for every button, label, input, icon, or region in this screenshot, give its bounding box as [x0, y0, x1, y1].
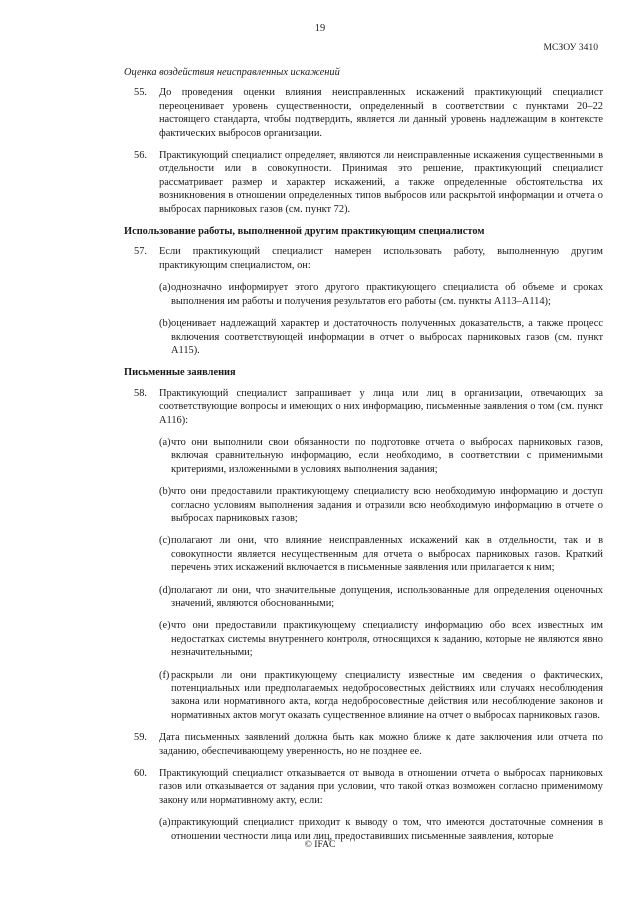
section-heading-using-work: Использование работы, выполненной другим практикующим специалистом: [124, 226, 485, 238]
subparagraph-57b: [121, 317, 603, 357]
subparagraph-text: практикующий специалист приходит к выводу о том, что имеются достаточные сомнения в отношении честности лица или лиц, предоставивших письменные заявления, которые: [171, 817, 603, 842]
paragraph-57: [121, 245, 603, 272]
paragraph-number: 59.: [134, 732, 147, 744]
paragraph-number: 56.: [134, 150, 147, 162]
subparagraph-label: (c): [159, 535, 171, 547]
subparagraph-label: (f): [159, 669, 170, 681]
paragraph-60: [121, 767, 603, 807]
document-code: МСЗОУ 3410: [543, 42, 598, 53]
subparagraph-text: раскрыли ли они практикующему специалисту известные им сведения о фактических, потенциальных или предполагаемых недобросовестных действиях или случаях несоблюдения закона или нормативного акта, когда недобросовестные действия или несоблюдение законов и нормативных актов могут оказать существенное влияние на отчет о выбросах парниковых газов.: [171, 669, 603, 721]
subparagraph-text: полагают ли они, что влияние неисправленных искажений как в отдельности, так и в совокупности является несущественным для отчета о выбросах парниковых газов. Краткий перечень этих искажений включается в письменные заявления или прилагается к ним;: [171, 535, 603, 574]
paragraph-text: Практикующий специалист запрашивает у лица или лиц в организации, отвечающих за соответствующие вопросы и имеющих о них информацию, письменные заявления о том (см. пункт А116):: [159, 387, 603, 426]
paragraph-text: Если практикующий специалист намерен использовать работу, выполненную другим практикующим специалистом, он:: [159, 246, 603, 271]
subparagraph-text: полагают ли они, что значительные допущения, использованные для определения оценочных значений, являются обоснованными;: [171, 584, 603, 609]
paragraph-56: [121, 149, 603, 216]
paragraph-55: [121, 86, 603, 140]
subparagraph-label: (b): [159, 318, 172, 330]
subparagraph-58e: [121, 619, 603, 659]
subparagraph-label: (e): [159, 620, 171, 632]
subparagraph-text: оценивает надлежащий характер и достаточность полученных доказательств, а также процесс включения соответствующей информации в отчет о выбросах парниковых газов (см. пункт А115).: [171, 318, 603, 356]
paragraph-number: 57.: [134, 246, 147, 258]
subparagraph-label: (d): [159, 584, 172, 596]
paragraph-number: 60.: [134, 768, 147, 780]
subparagraph-text: что они предоставили практикующему специалисту всю необходимую информацию и доступ согласно условиям выполнения задания и отразили всю необходимую информацию в отчете о выбросах парниковых газов;: [171, 486, 603, 524]
paragraph-58: [121, 387, 603, 427]
subparagraph-58d: [121, 584, 603, 611]
paragraph-text: Практикующий специалист определяет, являются ли неисправленные искажения существенными в отдельности или в совокупности. Принимая это решение, практикующий специалист рассматривает размер и характер искажений, а также определенные обстоятельства их возникновения в отношении определенных типов выбросов или раскрытой информации и отчета о выбросах парниковых газов (см. пункт 72).: [159, 150, 603, 215]
paragraph-text: Дата письменных заявлений должна быть как можно ближе к дате заключения или отчета по заданию, обеспечивающему уверенность, но не позднее ее.: [159, 732, 603, 757]
section-heading-written-representations: Письменные заявления: [124, 367, 236, 379]
copyright-footer: © IFAC: [304, 839, 336, 850]
subparagraph-label: (a): [159, 817, 171, 829]
paragraph-text: До проведения оценки влияния неисправленных искажений практикующий специалист переоценивает уровень существенности, определенный в соответствии с пунктами 20–22 настоящего стандарта, чтобы подтвердить, является ли данный уровень надлежащим в контексте фактических выбросов организации.: [159, 87, 603, 139]
subparagraph-58b: [121, 485, 603, 525]
subparagraph-label: (a): [159, 436, 171, 448]
document-body: [121, 66, 603, 852]
paragraph-59: [121, 731, 603, 758]
subparagraph-text: что они предоставили практикующему специалисту информацию обо всех известных им недостатках системы внутреннего контроля, относящихся к заданию, которые не являются явно незначительными;: [171, 620, 603, 659]
subparagraph-57a: [121, 281, 603, 308]
subparagraph-text: однозначно информирует этого другого практикующего специалиста об объеме и сроках выполнения им работы и получения результатов его работы (см. пункты А113–А114);: [171, 282, 603, 307]
paragraph-number: 55.: [134, 87, 147, 99]
subparagraph-58f: [121, 669, 603, 723]
subparagraph-label: (a): [159, 282, 171, 294]
section-heading-evaluation: Оценка воздействия неисправленных искажений: [124, 67, 340, 78]
subparagraph-58c: [121, 534, 603, 574]
paragraph-number: 58.: [134, 387, 147, 399]
subparagraph-label: (b): [159, 486, 172, 498]
subparagraph-text: что они выполнили свои обязанности по подготовке отчета о выбросах парниковых газов, включая сравнительную информацию, если необходимо, в соответствии с применимыми критериями, изложенными в условиях выполнения задания;: [171, 436, 603, 475]
page-number: 19: [314, 23, 326, 34]
paragraph-text: Практикующий специалист отказывается от вывода в отношении отчета о выбросах парниковых газов или отказывается от задания при условии, что такой отказ возможен согласно применимому закону или нормативному акту, если:: [159, 768, 603, 806]
subparagraph-58a: [121, 436, 603, 476]
